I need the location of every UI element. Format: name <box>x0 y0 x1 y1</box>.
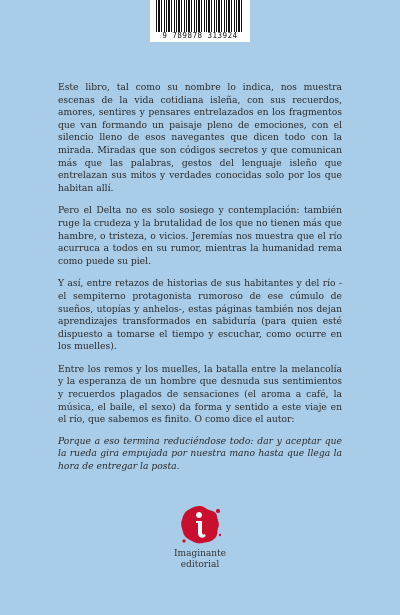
paragraph-4: Entre los remos y los muelles, la batalla entre la melancolía y la esperanza de un hombre que desnuda sus sentimientos y recuerdos plagados de sensaciones (el aroma a café, la música, el baile, el sexo) da forma y sentido a este viaje en el río, que sabemos es finito. O como dice el autor: <box>58 363 342 426</box>
author-quote: Porque a eso termina reduciéndose todo: dar y aceptar que la rueda gira empujada por nuestra mano hasta que llega la hora de entregar la posta. <box>58 435 342 473</box>
back-cover-text <box>58 82 342 484</box>
publisher-logo <box>170 502 230 546</box>
barcode-number: 9 789878 313924 <box>162 31 238 40</box>
publisher-line-1: Imaginante <box>174 549 226 559</box>
barcode-bars <box>156 0 244 32</box>
paragraph-1: Este libro, tal como su nombre lo indica, nos muestra escenas de la vida cotidiana isleña, con sus recuerdos, amores, sentires y pensares entrelazados en los fragmentos que van formando un paisaje pleno de emociones, con el silencio lleno de esos navegantes que dicen todo con la mirada. Miradas que son códigos secretos y que comunican más que las palabras, gestos del lenguaje isleño que entrelazan sus mitos y verdades conocidas solo por los que habitan allí. <box>58 82 342 194</box>
barcode <box>150 0 250 42</box>
paragraph-3: Y así, entre retazos de historias de sus habitantes y del río -el sempiterno protagonista rumoroso de ese cúmulo de sueños, utopías y anhelos-, estas páginas también nos dejan aprendizajes transformados en sabiduría (para quien esté dispuesto a tomarse el tiempo y escuchar, como ocurre en los muelles). <box>58 278 342 353</box>
ink-splash-icon <box>178 502 222 546</box>
publisher-line-2: editorial <box>180 560 220 570</box>
publisher-name <box>0 549 400 571</box>
paragraph-2: Pero el Delta no es solo sosiego y contemplación: también ruge la crudeza y la brutalidad de los que no tienen más que hambre, o tristeza, o vicios. Jeremías nos muestra que el río acurruca a todos en su rumor, mientras la humanidad rema como puede su piel. <box>58 205 342 267</box>
